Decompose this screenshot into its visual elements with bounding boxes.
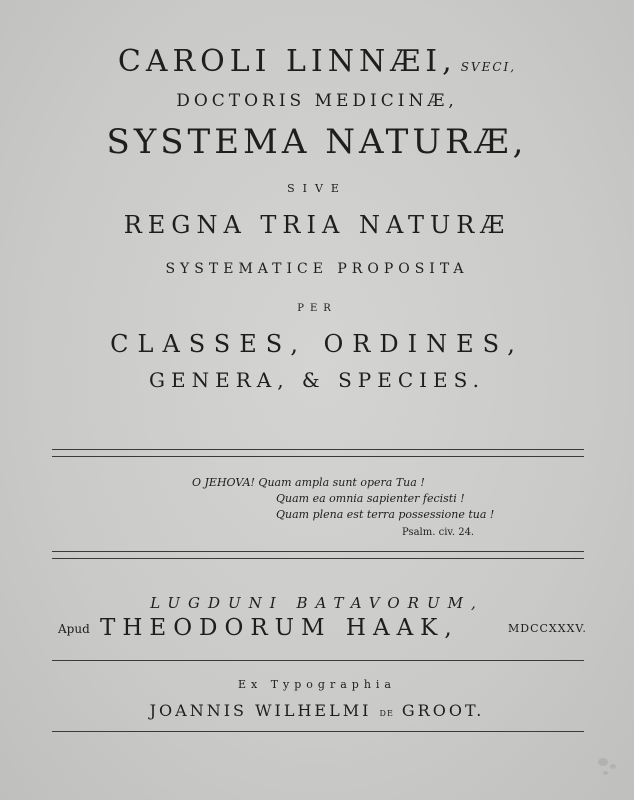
imprint-year: MDCCXXXV. [508,622,587,635]
divider-rule [52,558,584,559]
author-name: CAROLI LINNÆI, [117,44,457,79]
printer-surname: GROOT. [401,701,485,720]
author-line [0,44,634,79]
divider-rule [52,660,584,661]
work-title: SYSTEMA NATURÆ, [106,122,528,162]
paper-stain [603,771,608,775]
conjunction-line: SIVE [287,182,347,195]
degree-line: DOCTORIS MEDICINÆ, [176,91,458,111]
imprint-place: LUGDUNI BATAVORUM, [150,594,484,612]
classification-line-1: CLASSES, ORDINES, [110,330,524,358]
printer-de: DE [379,709,394,718]
divider-rule [52,456,584,457]
subtitle-line: REGNA TRIA NATURÆ [123,211,511,239]
subtitle-line-2: SYSTEMATICE PROPOSITA [165,261,469,277]
author-origin: SVECI, [460,60,517,74]
paper-stain [610,764,616,769]
paper-stain [598,758,608,766]
epigraph-line-2: Quam ea omnia sapienter fecisti ! [276,492,465,505]
divider-rule [52,551,584,552]
printer-line [0,703,634,719]
ex-typographia: Ex Typographia [237,678,396,691]
preposition-line: PER [297,303,337,314]
psalm-reference: Psalm. civ. 24. [402,527,475,538]
divider-rule [52,449,584,450]
imprint-publisher: THEODORUM HAAK, [100,615,459,641]
epigraph-line-3: Quam plena est terra possessione tua ! [276,508,495,521]
epigraph-line-1: O JEHOVA! Quam ampla sunt opera Tua ! [192,476,425,489]
divider-rule [52,731,584,732]
imprint-apud: Apud [58,622,90,636]
classification-line-2: GENERA, & SPECIES. [149,368,485,392]
printer-first-names: JOANNIS WILHELMI [149,701,372,720]
